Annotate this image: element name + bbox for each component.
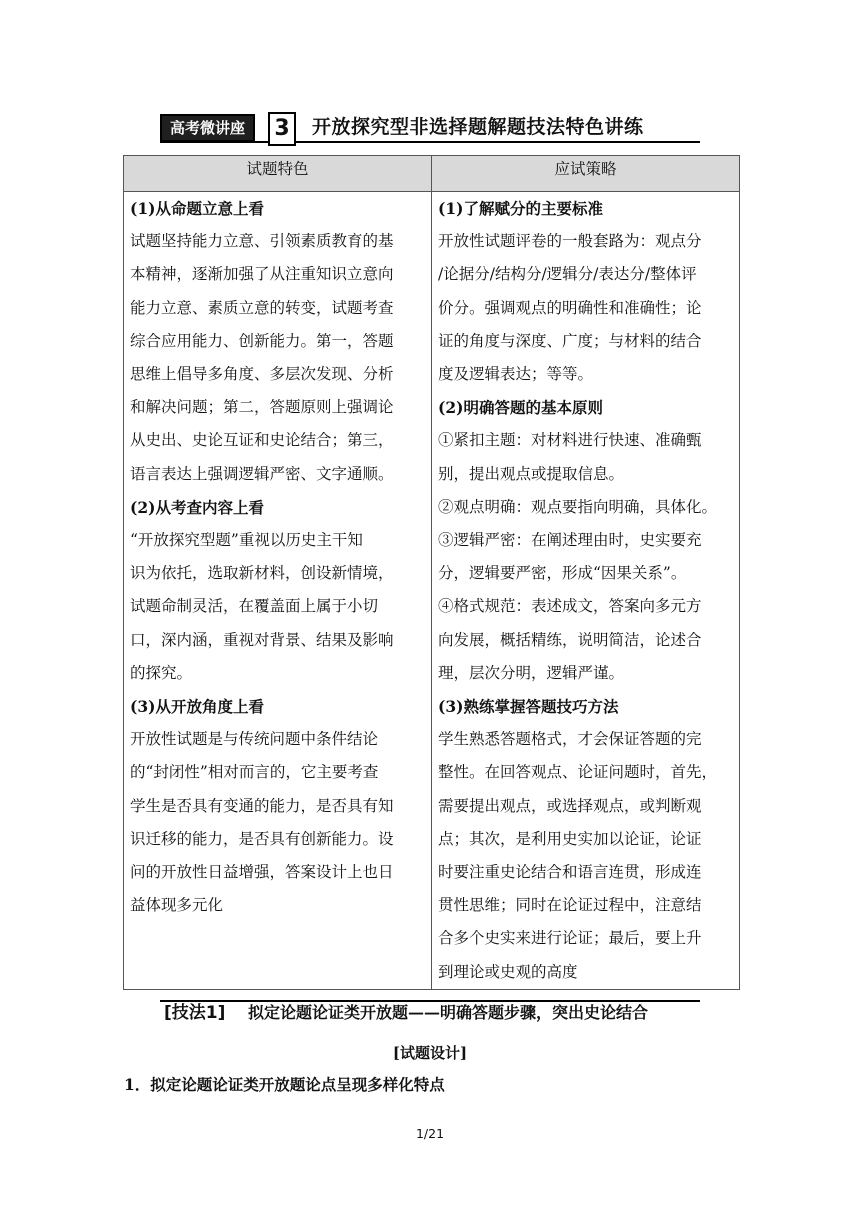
cell-line: 证的角度与深度、广度；与材料的结合 (438, 331, 702, 350)
cell-line: 时要注重史论结合和语言连贯，形成连 (438, 863, 702, 882)
cell-line: (1)了解赋分的主要标准 (438, 199, 603, 218)
page-number: 1/21 (415, 1126, 445, 1141)
cell-line: 试题坚持能力立意、引领素质教育的基 (130, 232, 394, 251)
cell-line: 点；其次，是利用史实加以论证，论证 (438, 829, 702, 848)
cell-line: 合多个史实来进行论证；最后，要上升 (438, 929, 702, 948)
features-cell (124, 192, 432, 990)
cell-line: 的“封闭性”相对而言的，它主要考查 (130, 763, 379, 782)
cell-line: 别，提出观点或提取信息。 (438, 464, 625, 483)
cell-line: 贯性思维；同时在论证过程中，注意结 (438, 896, 702, 915)
cell-line: 学生熟悉答题格式，才会保证答题的完 (438, 730, 702, 749)
point-heading: 1．拟定论题论证类开放题论点呈现多样化特点 (124, 1075, 445, 1094)
cell-line: 识迁移的能力，是否具有创新能力。设 (130, 829, 394, 848)
cell-line: (2)明确答题的基本原则 (438, 398, 603, 418)
header-strategy: 应试策略 (432, 156, 740, 192)
strategy-cell (432, 192, 740, 990)
cell-line: ②观点明确：观点要指向明确，具体化。 (438, 497, 718, 516)
cell-line: (2)从考查内容上看 (130, 497, 264, 517)
banner-tab: 高考微讲座 (160, 114, 255, 142)
cell-line: “开放探究型题”重视以历史主干知 (130, 531, 363, 550)
cell-line: ①紧扣主题：对材料进行快速、准确甄 (438, 431, 702, 450)
cell-line: ③逻辑严密：在阐述理由时，史实要充 (438, 531, 702, 550)
cell-line: 价分。强调观点的明确性和准确性；论 (438, 298, 702, 317)
cell-line: 开放性试题是与传统问题中条件结论 (130, 730, 379, 749)
cell-line: 分，逻辑要严密，形成“因果关系”。 (438, 564, 687, 583)
skill-heading (160, 998, 700, 1028)
lecture-banner (160, 110, 700, 144)
cell-line: 综合应用能力、创新能力。第一，答题 (130, 331, 394, 350)
cell-line: 的探究。 (130, 663, 193, 682)
cell-line: ④格式规范：表述成文，答案向多元方 (438, 597, 702, 616)
skill-title: 拟定论题论证类开放题——明确答题步骤，突出史论结合 (248, 1003, 649, 1022)
cell-line: 理，层次分明，逻辑严谨。 (438, 663, 625, 682)
cell-line: (3)从开放角度上看 (130, 697, 264, 717)
strategy-table (123, 155, 740, 990)
design-heading: [试题设计] (392, 1044, 468, 1062)
cell-line: 和解决问题；第二，答题原则上强调论 (130, 398, 394, 417)
cell-line: 从史出、史论互证和史论结合；第三， (130, 431, 394, 450)
cell-line: 开放性试题评卷的一般套路为：观点分 (438, 232, 702, 251)
cell-line: (1)从命题立意上看 (130, 199, 264, 218)
cell-line: 向发展，概括精练，说明简洁，论述合 (438, 630, 702, 649)
cell-line: 学生是否具有变通的能力，是否具有知 (130, 796, 394, 815)
cell-line: 能力立意、素质立意的转变，试题考查 (130, 298, 394, 317)
skill-label: [技法1] (160, 1002, 229, 1024)
cell-line: 语言表达上强调逻辑严密、文字通顺。 (130, 464, 394, 483)
cell-line: 思维上倡导多角度、多层次发现、分析 (130, 365, 394, 384)
cell-line: 问的开放性日益增强，答案设计上也日 (130, 863, 394, 882)
cell-line: 试题命制灵活，在覆盖面上属于小切 (130, 597, 379, 616)
cell-line: 需要提出观点，或选择观点，或判断观 (438, 796, 702, 815)
cell-line: /论据分/结构分/逻辑分/表达分/整体评 (438, 265, 697, 284)
header-features: 试题特色 (124, 156, 432, 192)
cell-line: 识为依托，选取新材料，创设新情境， (130, 564, 394, 583)
cell-line: 口，深内涵，重视对背景、结果及影响 (130, 630, 394, 649)
cell-line: 益体现多元化 (130, 896, 224, 915)
banner-number: 3 (268, 112, 296, 146)
banner-title: 开放探究型非选择题解题技法特色讲练 (312, 116, 644, 138)
cell-line: 到理论或史观的高度 (438, 962, 578, 981)
cell-line: 度及逻辑表达；等等。 (438, 365, 594, 384)
cell-line: (3)熟练掌握答题技巧方法 (438, 697, 619, 717)
cell-line: 本精神，逐渐加强了从注重知识立意向 (130, 265, 394, 284)
cell-line: 整性。在回答观点、论证问题时，首先， (438, 763, 718, 782)
